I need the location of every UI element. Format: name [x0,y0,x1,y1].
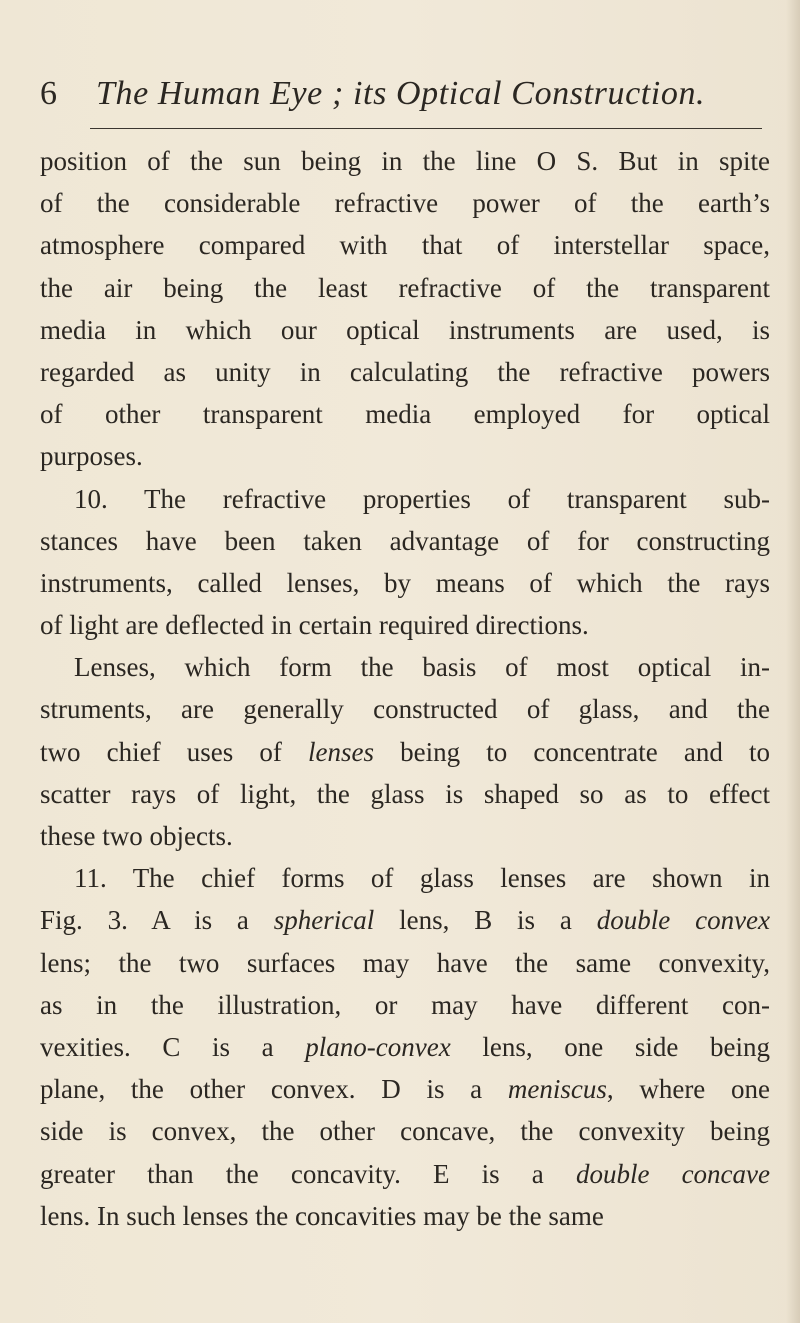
italic-term: meniscus [507,1074,607,1105]
text-line [40,435,770,477]
text-run: the air being the least refractive of the transparent [40,272,770,303]
page-number: 6 [40,75,57,112]
text-line [40,646,770,688]
text-line [40,351,770,393]
text-run: being to concentrate and to [373,736,771,767]
text-run: lens, one side being [450,1031,770,1062]
text-line [40,182,770,224]
body-text [40,140,770,1237]
text-line [40,731,770,773]
text-run: as in the illustration, or may have different con- [40,989,770,1020]
text-run: these two objects. [40,821,233,851]
text-run: vexities. C is a [40,1031,306,1062]
text-line [40,520,770,562]
text-run: lens; the two surfaces may have the same convexity, [40,947,770,978]
text-run: of light are deflected in certain required directions. [40,610,589,641]
text-line [40,140,770,182]
text-run: Lenses, which form the basis of most optical in- [74,652,770,683]
text-run: Fig. 3. A is a [40,905,274,936]
text-run: of the considerable refractive power of the earth’s [40,188,770,219]
text-line [40,1110,770,1152]
text-line [40,1026,770,1068]
italic-term: plano-convex [305,1031,451,1062]
italic-term: spherical [273,905,375,936]
text-line [40,604,770,646]
text-line [40,393,770,435]
text-run: , where one [606,1074,770,1105]
text-run: two chief uses of [40,736,308,767]
text-line [40,984,770,1026]
text-run: stances have been taken advantage of for constructing [40,525,770,556]
text-line [40,267,770,309]
text-run: purposes. [40,441,143,472]
text-line [40,1153,770,1195]
italic-term: double concave [575,1158,771,1189]
paragraph [40,646,770,857]
text-run: scatter rays of light, the glass is shaped so as to effect [40,778,770,809]
text-line [40,688,770,730]
text-line [40,899,770,941]
text-line [40,942,770,984]
text-run: greater than the concavity. E is a [40,1158,576,1189]
text-run: instruments, called lenses, by means of which the rays [40,567,770,598]
text-run: media in which our optical instruments are used, is [40,314,770,345]
paragraph [40,140,770,478]
text-run: lens. In such lenses the concavities may be the same [40,1200,604,1231]
text-line [40,1195,770,1237]
text-run: side is convex, the other concave, the convexity being [40,1116,770,1147]
header-rule [90,128,762,129]
text-line [40,1068,770,1110]
text-run: lens, B is a [374,905,597,936]
running-title: The Human Eye ; its Optical Construction. [96,75,706,112]
italic-term: double convex [596,905,771,936]
italic-term: lenses [307,736,374,767]
text-run: 11. The chief forms of glass lenses are shown in [74,863,770,894]
text-run: of other transparent media employed for optical [40,399,770,430]
text-line [40,857,770,899]
text-run: regarded as unity in calculating the refractive powers [40,356,770,387]
page-edge-shadow [786,0,800,1323]
text-run: struments, are generally constructed of glass, and the [40,694,770,725]
page-header [40,72,770,120]
text-line [40,224,770,266]
text-line [40,562,770,604]
text-run: plane, the other convex. D is a [40,1074,508,1105]
paragraph [40,857,770,1237]
text-line [40,815,770,857]
paragraph [40,478,770,647]
text-run: 10. The refractive properties of transparent sub- [74,483,770,514]
text-run: atmosphere compared with that of interstellar space, [40,230,770,261]
text-line [40,309,770,351]
text-run: position of the sun being in the line O S. But in spite [40,146,770,176]
text-line [40,773,770,815]
text-line [40,478,770,520]
